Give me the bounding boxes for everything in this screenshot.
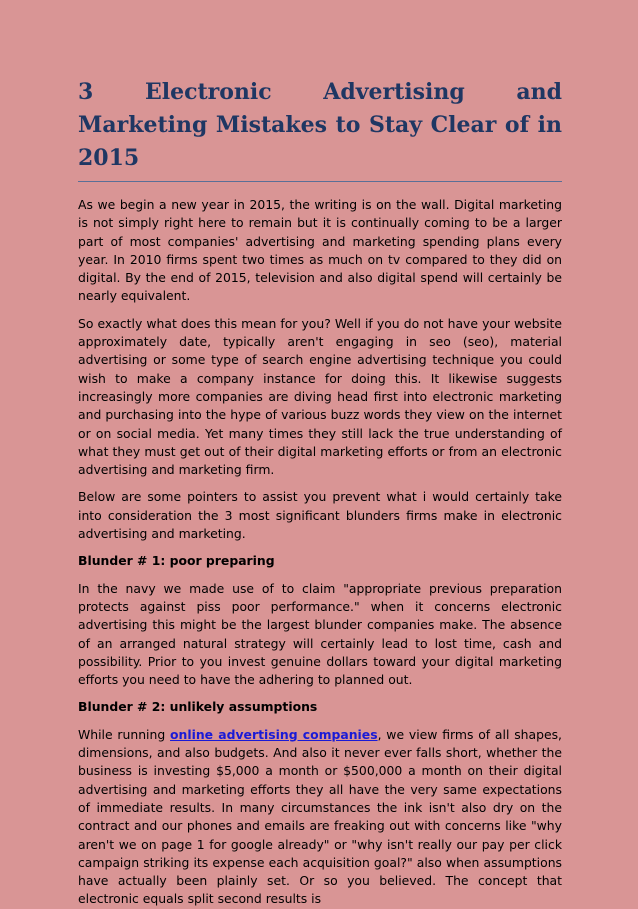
section-heading-blunder-2: Blunder # 2: unlikely assumptions <box>78 699 318 715</box>
paragraph-meaning: So exactly what does this mean for you? Well if you do not have your website approximately date, typically aren't engaging in seo (seo), material advertising or some type of search engine advertising technique you could wish to make a company instance for doing this. It likewise suggests increasingly more companies are diving head first into electronic marketing and purchasing into the hype of various buzz words they view on the internet or on social media. Yet many times they still lack the true understanding of what they must get out of their digital marketing efforts or from an electronic advertising and marketing firm. <box>78 315 562 478</box>
section-heading-blunder-1: Blunder # 1: poor preparing <box>78 553 275 569</box>
paragraph-intro: As we begin a new year in 2015, the writing is on the wall. Digital marketing is not simply right here to remain but it is continually coming to be a larger part of most companies' advertising and marketing spending plans every year. In 2010 firms spent two times as much on tv compared to they did on digital. By the end of 2015, television and also digital spend will certainly be nearly equivalent. <box>78 197 562 304</box>
title-divider <box>78 181 562 182</box>
paragraph-blunder-2-rest: , we view firms of all shapes, dimensions, and also budgets. And also it never ever falls short, whether the business is investing $5,000 a month or $500,000 a month on their digital advertising and marketing efforts they all have the very same expectations of immediate results. In many circumstances the ink isn't also dry on the contract and our phones and emails are freaking out with concerns like "why aren't we on page 1 for google already" or "why isn't really our pay per click campaign striking its expense each acquisition goal?" also when assumptions have actually been plainly set. Or so you believed. The concept that electronic equals split second results is <box>78 726 562 907</box>
online-advertising-link[interactable]: online advertising companies <box>170 726 378 742</box>
document-title: 3 Electronic Advertising and Marketing Mistakes to Stay Clear of in 2015 <box>78 79 562 171</box>
paragraph-blunder-1: In the navy we made use of to claim "appropriate previous preparation protects against piss poor performance." when it concerns electronic advertising this might be the largest blunder companies make. The absence of an arranged natural strategy will certainly lead to lost time, cash and possibility. Prior to you invest genuine dollars toward your digital marketing efforts you need to have the adhering to planned out. <box>78 580 562 688</box>
paragraph-blunder-2 <box>78 726 562 909</box>
paragraph-blunder-2-lead: While running <box>78 726 171 742</box>
paragraph-pointers: Below are some pointers to assist you prevent what i would certainly take into consideration the 3 most significant blunders firms make in electronic advertising and marketing. <box>78 489 562 542</box>
